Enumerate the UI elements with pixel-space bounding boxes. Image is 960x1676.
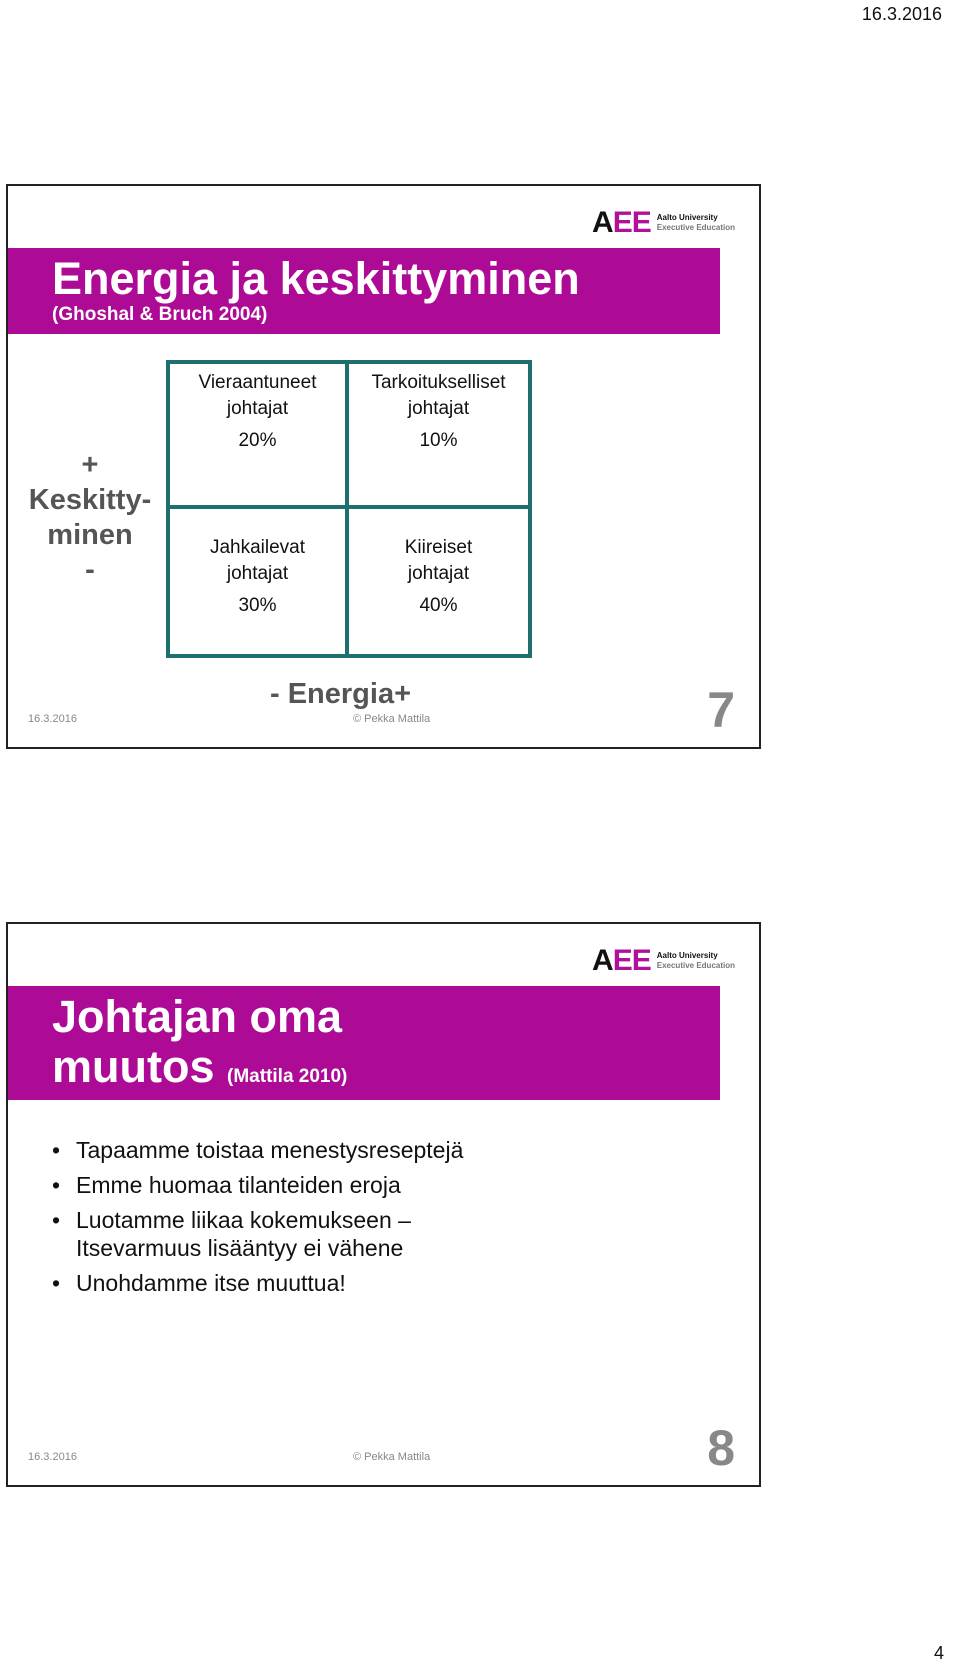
list-item: • Luotamme liikaa kokemukseen – Itsevarmuus lisääntyy ei vähene (52, 1207, 411, 1261)
logo-text: Aalto University Executive Education (656, 213, 735, 232)
footer-date: 16.3.2016 (28, 713, 77, 725)
aalto-logo (592, 208, 735, 238)
y-axis-label: + Keskitty- minen - (28, 449, 152, 586)
list-item: • Emme huomaa tilanteiden eroja (52, 1172, 401, 1198)
slide-number: 7 (707, 682, 735, 738)
slide-title: Energia ja keskittyminen (52, 253, 580, 304)
slide-title-line1: Johtajan oma (52, 991, 343, 1042)
page-date: 16.3.2016 (861, 4, 942, 24)
logo-text: Aalto University Executive Education (656, 951, 735, 970)
slide-title-line2: muutos (Mattila 2010) (52, 1041, 348, 1092)
title-band (8, 248, 720, 334)
energy-focus-matrix (166, 360, 532, 658)
list-item: • Unohdamme itse muuttua! (52, 1270, 346, 1296)
matrix-cell-detached: Vieraantuneet johtajat 20% (170, 364, 349, 509)
title-band (8, 986, 720, 1100)
page-number: 4 (933, 1643, 944, 1663)
x-axis-label: - Energia+ (270, 678, 412, 710)
slide-title-citation: (Mattila 2010) (227, 1066, 348, 1087)
logo-mark: AEE (592, 206, 651, 239)
aalto-logo (592, 946, 735, 976)
matrix-cell-procrastinators: Jahkailevat johtajat 30% (170, 509, 349, 654)
matrix-cell-purposeful: Tarkoitukselliset johtajat 10% (349, 364, 528, 509)
bullet-list (52, 1136, 463, 1304)
list-item: • Tapaamme toistaa menestysreseptejä (52, 1137, 464, 1163)
slide-subtitle: (Ghoshal & Bruch 2004) (52, 304, 268, 325)
matrix-cell-busy: Kiireiset johtajat 40% (404, 537, 473, 616)
slide-energy-focus (6, 184, 761, 749)
slide-leader-change (6, 922, 761, 1487)
footer-author: © Pekka Mattila (353, 713, 431, 725)
logo-mark: AEE (592, 944, 651, 977)
footer-author: © Pekka Mattila (353, 1451, 431, 1463)
slide-number: 8 (707, 1420, 735, 1476)
footer-date: 16.3.2016 (28, 1451, 77, 1463)
